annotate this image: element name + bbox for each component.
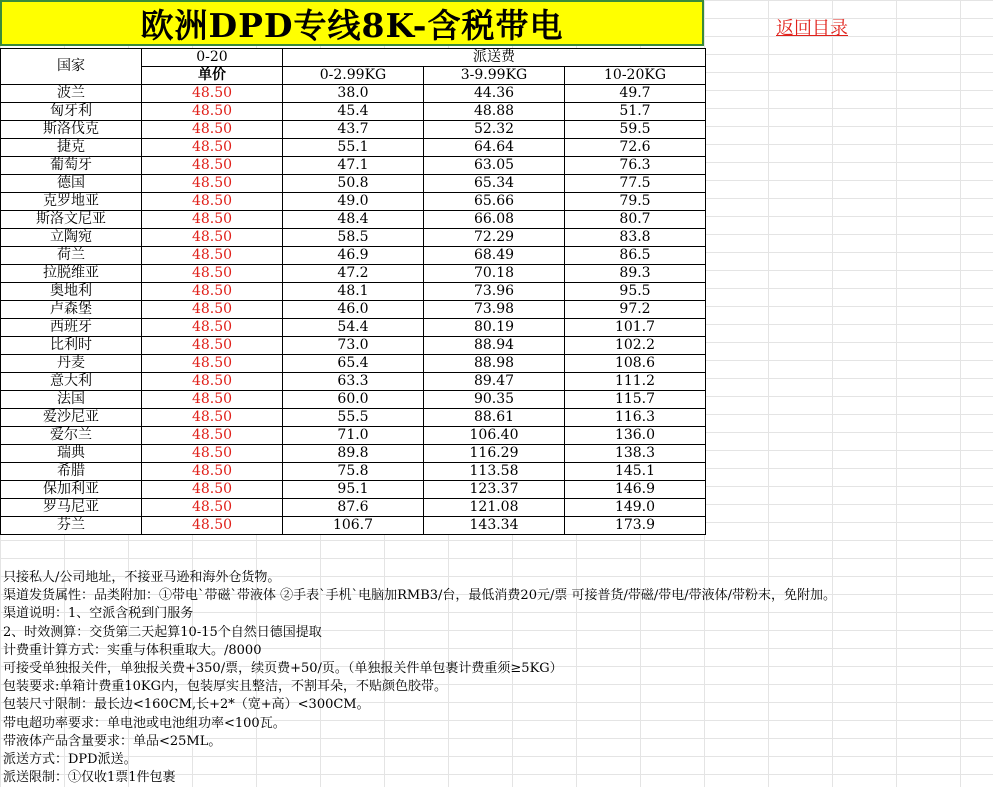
band3-fee-cell: 83.8 — [565, 229, 706, 247]
country-cell: 芬兰 — [1, 517, 142, 535]
band2-fee-cell: 52.32 — [424, 121, 565, 139]
band3-fee-cell: 86.5 — [565, 247, 706, 265]
band2-fee-cell: 106.40 — [424, 427, 565, 445]
country-cell: 斯洛伐克 — [1, 121, 142, 139]
band2-fee-cell: 88.94 — [424, 337, 565, 355]
unit-price-cell: 48.50 — [142, 85, 283, 103]
band1-fee-cell: 60.0 — [283, 391, 424, 409]
band3-fee-cell: 101.7 — [565, 319, 706, 337]
table-row — [1, 193, 706, 211]
country-cell: 比利时 — [1, 337, 142, 355]
band1-fee-cell: 71.0 — [283, 427, 424, 445]
note-line: 派送方式：DPD派送。 — [3, 752, 137, 768]
table-row — [1, 121, 706, 139]
country-cell: 克罗地亚 — [1, 193, 142, 211]
band2-fee-cell: 116.29 — [424, 445, 565, 463]
country-cell: 波兰 — [1, 85, 142, 103]
table-row — [1, 265, 706, 283]
note-line: 带液体产品含量要求：单品<25ML。 — [3, 733, 222, 749]
band2-fee-cell: 73.96 — [424, 283, 565, 301]
unit-price-cell: 48.50 — [142, 373, 283, 391]
unit-price-cell: 48.50 — [142, 481, 283, 499]
unit-price-cell: 48.50 — [142, 157, 283, 175]
unit-price-cell: 48.50 — [142, 445, 283, 463]
band3-fee-cell: 72.6 — [565, 139, 706, 157]
country-cell: 法国 — [1, 391, 142, 409]
band3-fee-cell: 102.2 — [565, 337, 706, 355]
band3-fee-cell: 145.1 — [565, 463, 706, 481]
table-row — [1, 391, 706, 409]
band2-fee-cell: 80.19 — [424, 319, 565, 337]
country-cell: 奥地利 — [1, 283, 142, 301]
page-title-banner — [0, 0, 704, 46]
band2-fee-cell: 44.36 — [424, 85, 565, 103]
band3-fee-cell: 95.5 — [565, 283, 706, 301]
band1-fee-cell: 65.4 — [283, 355, 424, 373]
band1-fee-cell: 58.5 — [283, 229, 424, 247]
band2-fee-cell: 88.61 — [424, 409, 565, 427]
country-cell: 斯洛文尼亚 — [1, 211, 142, 229]
band2-fee-cell: 72.29 — [424, 229, 565, 247]
band1-fee-cell: 43.7 — [283, 121, 424, 139]
table-row — [1, 139, 706, 157]
country-cell: 捷克 — [1, 139, 142, 157]
unit-price-cell: 48.50 — [142, 229, 283, 247]
band1-fee-cell: 46.0 — [283, 301, 424, 319]
rate-table-body — [1, 85, 706, 535]
unit-price-cell: 48.50 — [142, 283, 283, 301]
table-row — [1, 301, 706, 319]
band1-fee-cell: 89.8 — [283, 445, 424, 463]
band1-fee-cell: 87.6 — [283, 499, 424, 517]
unit-price-cell: 48.50 — [142, 247, 283, 265]
country-cell: 匈牙利 — [1, 103, 142, 121]
table-row — [1, 463, 706, 481]
table-row — [1, 409, 706, 427]
table-row — [1, 85, 706, 103]
table-row — [1, 499, 706, 517]
country-cell: 丹麦 — [1, 355, 142, 373]
country-cell: 卢森堡 — [1, 301, 142, 319]
band2-fee-cell: 113.58 — [424, 463, 565, 481]
country-cell: 保加利亚 — [1, 481, 142, 499]
back-to-index-link[interactable]: 返回目录 — [776, 18, 848, 39]
band2-fee-cell: 70.18 — [424, 265, 565, 283]
band3-fee-cell: 138.3 — [565, 445, 706, 463]
country-cell: 爱沙尼亚 — [1, 409, 142, 427]
unit-price-cell: 48.50 — [142, 103, 283, 121]
country-cell: 爱尔兰 — [1, 427, 142, 445]
unit-price-cell: 48.50 — [142, 517, 283, 535]
band3-fee-cell: 111.2 — [565, 373, 706, 391]
unit-price-cell: 48.50 — [142, 337, 283, 355]
band2-fee-cell: 65.34 — [424, 175, 565, 193]
unit-price-cell: 48.50 — [142, 175, 283, 193]
country-cell: 罗马尼亚 — [1, 499, 142, 517]
band3-fee-cell: 149.0 — [565, 499, 706, 517]
band2-fee-cell: 65.66 — [424, 193, 565, 211]
unit-price-cell: 48.50 — [142, 121, 283, 139]
rate-table — [0, 48, 706, 535]
band1-fee-cell: 50.8 — [283, 175, 424, 193]
unit-price-cell: 48.50 — [142, 499, 283, 517]
band2-fee-cell: 89.47 — [424, 373, 565, 391]
note-line: 包装要求:单箱计费重10KG内，包装厚实且整洁，不割耳朵，不贴颜色胶带。 — [3, 679, 448, 695]
weight-header: 0-20 — [142, 49, 283, 67]
unit-price-cell: 48.50 — [142, 409, 283, 427]
band3-fee-cell: 79.5 — [565, 193, 706, 211]
table-row — [1, 229, 706, 247]
band1-fee-cell: 73.0 — [283, 337, 424, 355]
note-line: 带电超功率要求：单电池或电池组功率<100瓦。 — [3, 715, 286, 731]
unit-price-cell: 48.50 — [142, 319, 283, 337]
table-row — [1, 211, 706, 229]
band1-fee-cell: 75.8 — [283, 463, 424, 481]
unit-price-cell: 48.50 — [142, 265, 283, 283]
table-row — [1, 283, 706, 301]
band2-fee-cell: 48.88 — [424, 103, 565, 121]
table-row — [1, 373, 706, 391]
band1-fee-cell: 63.3 — [283, 373, 424, 391]
note-line: 渠道说明：1、空派含税到门服务 — [3, 606, 194, 622]
band1-fee-cell: 55.5 — [283, 409, 424, 427]
unit-price-cell: 48.50 — [142, 391, 283, 409]
band3-fee-cell: 49.7 — [565, 85, 706, 103]
band3-fee-cell: 89.3 — [565, 265, 706, 283]
band3-fee-cell: 108.6 — [565, 355, 706, 373]
band1-fee-cell: 46.9 — [283, 247, 424, 265]
note-line: 包装尺寸限制：最长边<160CM,长+2*（宽+高）<300CM。 — [3, 697, 370, 713]
country-cell: 西班牙 — [1, 319, 142, 337]
band2-fee-cell: 66.08 — [424, 211, 565, 229]
note-line: 2、时效测算：交货第二天起算10-15个自然日德国提取 — [3, 624, 322, 640]
table-row — [1, 427, 706, 445]
band2-fee-cell: 68.49 — [424, 247, 565, 265]
country-cell: 希腊 — [1, 463, 142, 481]
band1-fee-cell: 95.1 — [283, 481, 424, 499]
country-cell: 拉脱维亚 — [1, 265, 142, 283]
band-header-2: 3-9.99KG — [424, 67, 565, 85]
table-row — [1, 247, 706, 265]
band3-fee-cell: 146.9 — [565, 481, 706, 499]
note-line: 派送限制：①仅收1票1件包裹 — [3, 770, 176, 786]
band2-fee-cell: 121.08 — [424, 499, 565, 517]
band3-fee-cell: 173.9 — [565, 517, 706, 535]
band1-fee-cell: 54.4 — [283, 319, 424, 337]
note-line: 计费重计算方式：实重与体积重取大。/8000 — [3, 642, 262, 658]
unit-price-cell: 48.50 — [142, 139, 283, 157]
band2-fee-cell: 88.98 — [424, 355, 565, 373]
band2-fee-cell: 143.34 — [424, 517, 565, 535]
country-cell: 意大利 — [1, 373, 142, 391]
band3-fee-cell: 77.5 — [565, 175, 706, 193]
band2-fee-cell: 123.37 — [424, 481, 565, 499]
band3-fee-cell: 51.7 — [565, 103, 706, 121]
band3-fee-cell: 136.0 — [565, 427, 706, 445]
country-cell: 荷兰 — [1, 247, 142, 265]
country-cell: 德国 — [1, 175, 142, 193]
band2-fee-cell: 73.98 — [424, 301, 565, 319]
unit-price-cell: 48.50 — [142, 355, 283, 373]
band1-fee-cell: 49.0 — [283, 193, 424, 211]
unit-price-cell: 48.50 — [142, 211, 283, 229]
table-row — [1, 481, 706, 499]
note-line: 渠道发货属性：品类附加：①带电`带磁`带液体 ②手表`手机`电脑加RMB3/台，最低消费20元/票 可接普货/带磁/带电/带液体/带粉末，免附加。 — [3, 588, 837, 604]
band3-fee-cell: 97.2 — [565, 301, 706, 319]
country-cell: 葡萄牙 — [1, 157, 142, 175]
band2-fee-cell: 63.05 — [424, 157, 565, 175]
table-row — [1, 445, 706, 463]
notes-section — [3, 569, 993, 787]
band1-fee-cell: 106.7 — [283, 517, 424, 535]
band-header-3: 10-20KG — [565, 67, 706, 85]
band1-fee-cell: 38.0 — [283, 85, 424, 103]
band3-fee-cell: 76.3 — [565, 157, 706, 175]
table-row — [1, 337, 706, 355]
band1-fee-cell: 48.1 — [283, 283, 424, 301]
band1-fee-cell: 45.4 — [283, 103, 424, 121]
delivery-fee-header: 派送费 — [283, 49, 706, 67]
band1-fee-cell: 47.1 — [283, 157, 424, 175]
table-row — [1, 175, 706, 193]
country-header: 国家 — [1, 49, 142, 85]
band3-fee-cell: 115.7 — [565, 391, 706, 409]
band3-fee-cell: 59.5 — [565, 121, 706, 139]
unit-price-cell: 48.50 — [142, 193, 283, 211]
country-cell: 瑞典 — [1, 445, 142, 463]
band1-fee-cell: 55.1 — [283, 139, 424, 157]
table-row — [1, 157, 706, 175]
note-line: 可接受单独报关件，单独报关费+350/票，续页费+50/页。（单独报关件单包裹计费重须≥5KG） — [3, 661, 563, 677]
unit-price-cell: 48.50 — [142, 301, 283, 319]
band-header-1: 0-2.99KG — [283, 67, 424, 85]
band1-fee-cell: 47.2 — [283, 265, 424, 283]
table-row — [1, 517, 706, 535]
unit-price-cell: 48.50 — [142, 427, 283, 445]
country-cell: 立陶宛 — [1, 229, 142, 247]
band2-fee-cell: 90.35 — [424, 391, 565, 409]
unit-price-header: 单价 — [142, 67, 283, 85]
unit-price-cell: 48.50 — [142, 463, 283, 481]
band2-fee-cell: 64.64 — [424, 139, 565, 157]
page-title: 欧洲DPD专线8K-含税带电 — [140, 5, 564, 45]
header-row-1 — [1, 49, 706, 67]
table-row — [1, 355, 706, 373]
band1-fee-cell: 48.4 — [283, 211, 424, 229]
table-row — [1, 103, 706, 121]
note-line: 只接私人/公司地址，不接亚马逊和海外仓货物。 — [3, 570, 281, 585]
table-row — [1, 319, 706, 337]
band3-fee-cell: 116.3 — [565, 409, 706, 427]
band3-fee-cell: 80.7 — [565, 211, 706, 229]
